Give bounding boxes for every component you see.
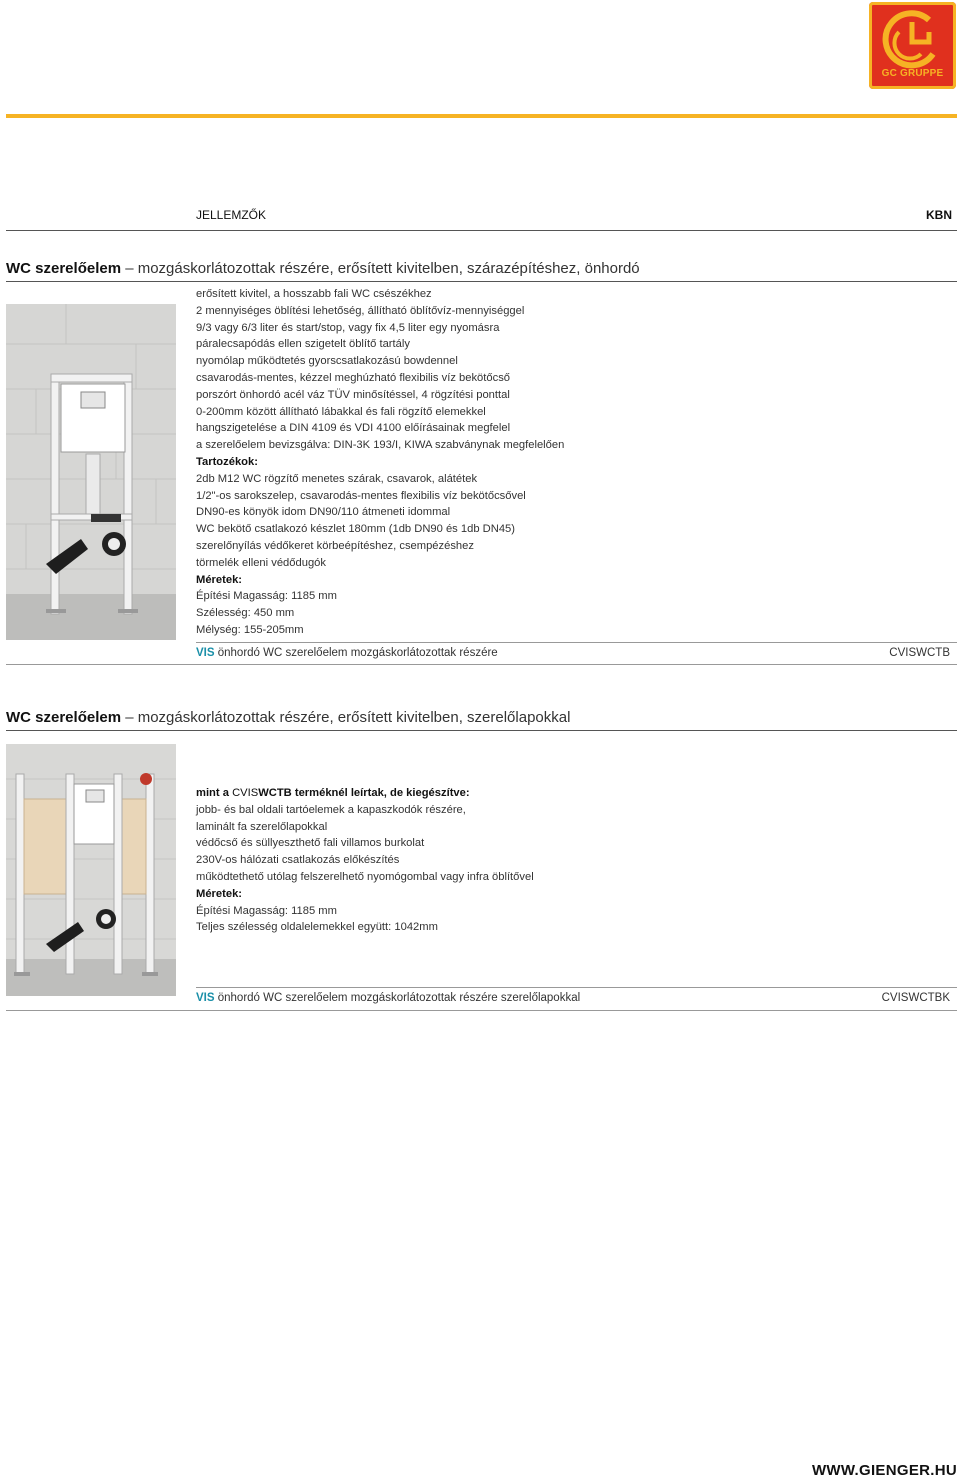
section-2-title-rest: – mozgáskorlátozottak részére, erősített kivitelben, szerelőlapokkal	[121, 709, 571, 726]
dimension-line: Építési Magasság: 1185 mm	[196, 590, 337, 603]
feature-line: 2 mennyiséges öblítési lehetőség, állítható öblítővíz-mennyiséggel	[196, 304, 525, 317]
product-row-2-top-rule	[196, 987, 957, 988]
intro-part-c: WCTB	[258, 787, 292, 799]
section-1-rule	[6, 281, 957, 282]
product-2-name-text: önhordó WC szerelőelem mozgáskorlátozottak részére szerelőlapokkal	[214, 992, 581, 1004]
header-rule	[6, 230, 957, 231]
feature-line: nyomólap működtetés gyorscsatlakozású bowdennel	[196, 355, 458, 368]
feature-line: 0-200mm között állítható lábakkal és fali rögzítő elemekkel	[196, 405, 486, 418]
section-1-title-rest: – mozgáskorlátozottak részére, erősített kivitelben, szárazépítéshez, önhordó	[121, 260, 640, 277]
intro-part-a: mint a	[196, 787, 233, 799]
product-row-1-bottom-rule	[6, 664, 957, 665]
accessory-line: 2db M12 WC rögzítő menetes szárak, csavarok, alátétek	[196, 472, 478, 485]
feature-line: működtethető utólag felszerelhető nyomógombal vagy infra öblítővel	[196, 870, 534, 883]
header-kbn-label: KBN	[926, 208, 952, 222]
footer-url-link[interactable]: WWW.GIENGER.HU	[811, 1462, 957, 1479]
dimension-line: Mélység: 155-205mm	[196, 623, 304, 636]
feature-line: védőcső és süllyeszthető fali villamos burkolat	[196, 837, 425, 850]
dimensions-heading: Méretek:	[196, 573, 243, 586]
accessories-heading: Tartozékok:	[196, 455, 258, 468]
logo-text: GC GRUPPE	[881, 68, 944, 79]
dimensions-heading: Méretek:	[196, 887, 243, 900]
gc-gruppe-logo	[869, 2, 956, 89]
product-2-name	[196, 992, 580, 1004]
dimension-line: Építési Magasság: 1185 mm	[196, 904, 337, 917]
product-1-name	[196, 647, 498, 659]
intro-part-d: terméknél leírtak, de kiegészítve:	[291, 787, 470, 799]
product-row-2-bottom-rule	[6, 1010, 957, 1011]
section-2-description	[196, 785, 836, 936]
header-features-label: JELLEMZŐK	[196, 208, 267, 222]
feature-line: csavarodás-mentes, kézzel meghúzható flexibilis víz bekötőcső	[196, 371, 511, 384]
product-photo-2	[6, 744, 176, 996]
feature-line: a szerelőelem bevizsgálva: DIN-3K 193/I, KIWA szabványnak megfelelően	[196, 439, 565, 452]
feature-line: 230V-os hálózati csatlakozás előkészítés	[196, 854, 400, 867]
intro-part-b: CVIS	[232, 787, 259, 799]
top-accent-rule	[6, 114, 957, 118]
section-2-rule	[6, 730, 957, 731]
dimension-line: Teljes szélesség oldalelemekkel együtt: 1042mm	[196, 921, 438, 934]
accessory-line: DN90-es könyök idom DN90/110 átmeneti idommal	[196, 506, 451, 519]
feature-line: 9/3 vagy 6/3 liter és start/stop, vagy fix 4,5 liter egy nyomásra	[196, 321, 500, 334]
section-1-title	[6, 260, 640, 277]
section-1-description	[196, 286, 836, 639]
section-1-title-bold: WC szerelőelem	[6, 260, 122, 277]
product-photo-1	[6, 304, 176, 640]
product-1-code: CVISWCTB	[889, 647, 950, 659]
dimension-line: Szélesség: 450 mm	[196, 607, 295, 620]
feature-line: laminált fa szerelőlapokkal	[196, 820, 328, 833]
accessory-line: szerelőnyílás védőkeret körbeépítéshez, csempézéshez	[196, 539, 474, 552]
feature-line: jobb- és bal oldali tartóelemek a kapaszkodók részére,	[196, 803, 466, 816]
product-row-1-top-rule	[196, 642, 957, 643]
feature-line: páralecsapódás ellen szigetelt öblítő tartály	[196, 338, 410, 351]
feature-line: erősített kivitel, a hosszabb fali WC csészékhez	[196, 288, 432, 300]
product-1-name-text: önhordó WC szerelőelem mozgáskorlátozottak részére	[214, 647, 498, 659]
feature-line: porszórt önhordó acél váz TÜV minősítéssel, 4 rögzítési ponttal	[196, 388, 510, 401]
accessory-line: 1/2"-os sarokszelep, csavarodás-mentes flexibilis víz bekötőcsővel	[196, 489, 526, 502]
product-2-code: CVISWCTBK	[881, 992, 950, 1004]
intro-line	[196, 785, 836, 802]
accessory-line: törmelék elleni védődugók	[196, 556, 326, 569]
product-2-brand: VIS	[196, 992, 215, 1004]
section-2-title	[6, 709, 570, 726]
feature-line: hangszigetelése a DIN 4109 és VDI 4100 előírásainak megfelel	[196, 422, 511, 435]
accessory-line: WC bekötő csatlakozó készlet 180mm (1db DN90 és 1db DN45)	[196, 523, 515, 536]
product-1-brand: VIS	[196, 647, 215, 659]
section-2-title-bold: WC szerelőelem	[6, 709, 122, 726]
